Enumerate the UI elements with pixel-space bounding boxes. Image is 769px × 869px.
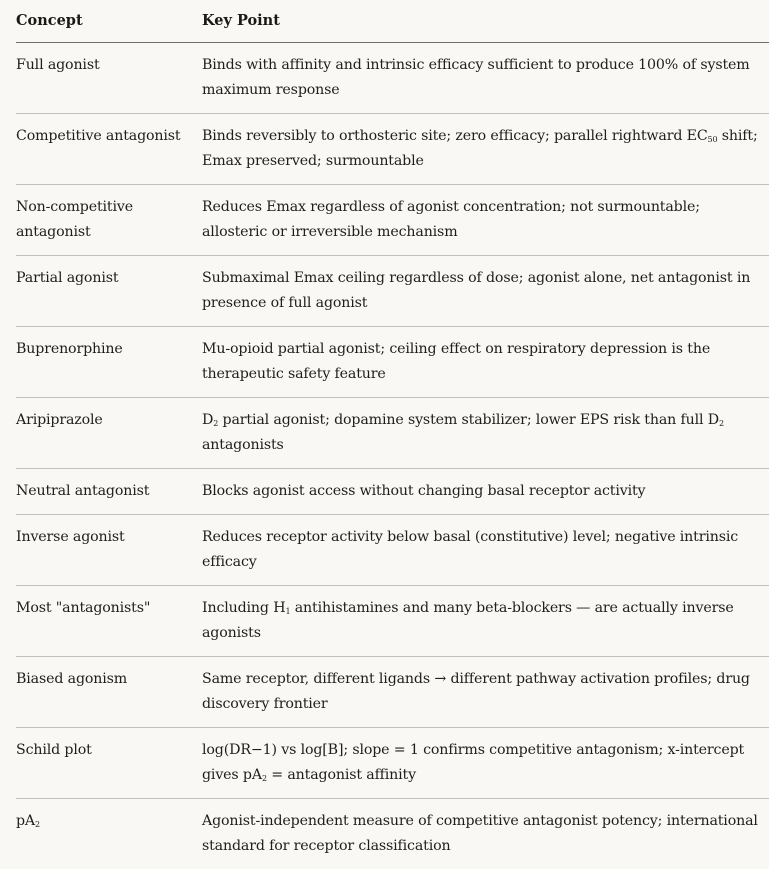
- key-point-cell: [202, 586, 769, 657]
- key-point-cell: [202, 185, 769, 256]
- cell-text: Agonist-independent measure of competitive antagonist potency; international standard for receptor classification: [202, 813, 758, 854]
- concept-cell: [16, 728, 202, 799]
- cell-text: Inverse agonist: [16, 529, 125, 545]
- cell-text: D: [202, 412, 213, 428]
- key-point-cell: [202, 728, 769, 799]
- concept-cell: [16, 398, 202, 469]
- subscript-text: 2: [719, 419, 724, 428]
- table-header-row: [16, 0, 769, 43]
- cell-text: Binds reversibly to orthosteric site; zero efficacy; parallel rightward EC: [202, 128, 708, 144]
- key-point-cell: [202, 469, 769, 515]
- table-row: [16, 515, 769, 586]
- table-row: [16, 185, 769, 256]
- cell-text: Biased agonism: [16, 671, 127, 687]
- subscript-text: 1: [285, 607, 290, 616]
- table-row: [16, 256, 769, 327]
- key-point-cell: [202, 515, 769, 586]
- cell-text: Binds with affinity and intrinsic efficacy sufficient to produce 100% of system maximum response: [202, 57, 750, 98]
- cell-text: Neutral antagonist: [16, 483, 149, 499]
- concept-cell: [16, 43, 202, 114]
- concept-cell: [16, 469, 202, 515]
- subscript-text: 50: [708, 135, 718, 144]
- concept-cell: [16, 185, 202, 256]
- cell-text: Submaximal Emax ceiling regardless of dose; agonist alone, net antagonist in presence of full agonist: [202, 270, 750, 311]
- cell-text: Partial agonist: [16, 270, 118, 286]
- concept-cell: [16, 327, 202, 398]
- cell-text: Same receptor, different ligands → different pathway activation profiles; drug discovery frontier: [202, 671, 750, 712]
- concept-table: [16, 0, 769, 869]
- concept-cell: [16, 114, 202, 185]
- cell-text: Full agonist: [16, 57, 100, 73]
- concept-cell: [16, 515, 202, 586]
- column-header-key-point: Key Point: [202, 0, 769, 43]
- key-point-cell: [202, 398, 769, 469]
- concept-cell: [16, 657, 202, 728]
- table-row: [16, 469, 769, 515]
- cell-text: Including H: [202, 600, 285, 616]
- cell-text: Aripiprazole: [16, 412, 103, 428]
- table-row: [16, 657, 769, 728]
- table-row: [16, 114, 769, 185]
- key-point-cell: [202, 43, 769, 114]
- subscript-text: 2: [35, 820, 40, 829]
- cell-text: Buprenorphine: [16, 341, 123, 357]
- column-header-concept: Concept: [16, 0, 202, 43]
- cell-text: Reduces Emax regardless of agonist concentration; not surmountable; allosteric or irreversible mechanism: [202, 199, 700, 240]
- table-row: [16, 398, 769, 469]
- key-point-cell: [202, 114, 769, 185]
- cell-text: antihistamines and many beta-blockers — are actually inverse agonists: [202, 600, 734, 641]
- table-row: [16, 43, 769, 114]
- cell-text: shift; Emax preserved; surmountable: [202, 128, 758, 169]
- subscript-text: 2: [213, 419, 218, 428]
- concept-cell: [16, 586, 202, 657]
- cell-text: = antagonist affinity: [267, 767, 416, 783]
- cell-text: antagonists: [202, 437, 284, 453]
- cell-text: Most "antagonists": [16, 600, 150, 616]
- table-row: [16, 586, 769, 657]
- key-point-cell: [202, 799, 769, 869]
- concept-cell: [16, 799, 202, 869]
- subscript-text: 2: [262, 774, 267, 783]
- key-point-cell: [202, 657, 769, 728]
- table-row: [16, 799, 769, 869]
- table-row: [16, 327, 769, 398]
- cell-text: pA: [16, 813, 35, 829]
- table-row: [16, 728, 769, 799]
- cell-text: log(DR−1) vs log[B]; slope = 1 confirms competitive antagonism; x-intercept gives pA: [202, 742, 744, 783]
- cell-text: Schild plot: [16, 742, 92, 758]
- cell-text: Competitive antagonist: [16, 128, 180, 144]
- cell-text: Reduces receptor activity below basal (constitutive) level; negative intrinsic efficacy: [202, 529, 738, 570]
- key-point-cell: [202, 327, 769, 398]
- cell-text: partial agonist; dopamine system stabilizer; lower EPS risk than full D: [218, 412, 719, 428]
- concept-cell: [16, 256, 202, 327]
- table-body: [16, 43, 769, 869]
- cell-text: Blocks agonist access without changing basal receptor activity: [202, 483, 645, 499]
- cell-text: Mu-opioid partial agonist; ceiling effect on respiratory depression is the therapeutic safety feature: [202, 341, 710, 382]
- cell-text: Non-competitive antagonist: [16, 199, 133, 240]
- key-point-cell: [202, 256, 769, 327]
